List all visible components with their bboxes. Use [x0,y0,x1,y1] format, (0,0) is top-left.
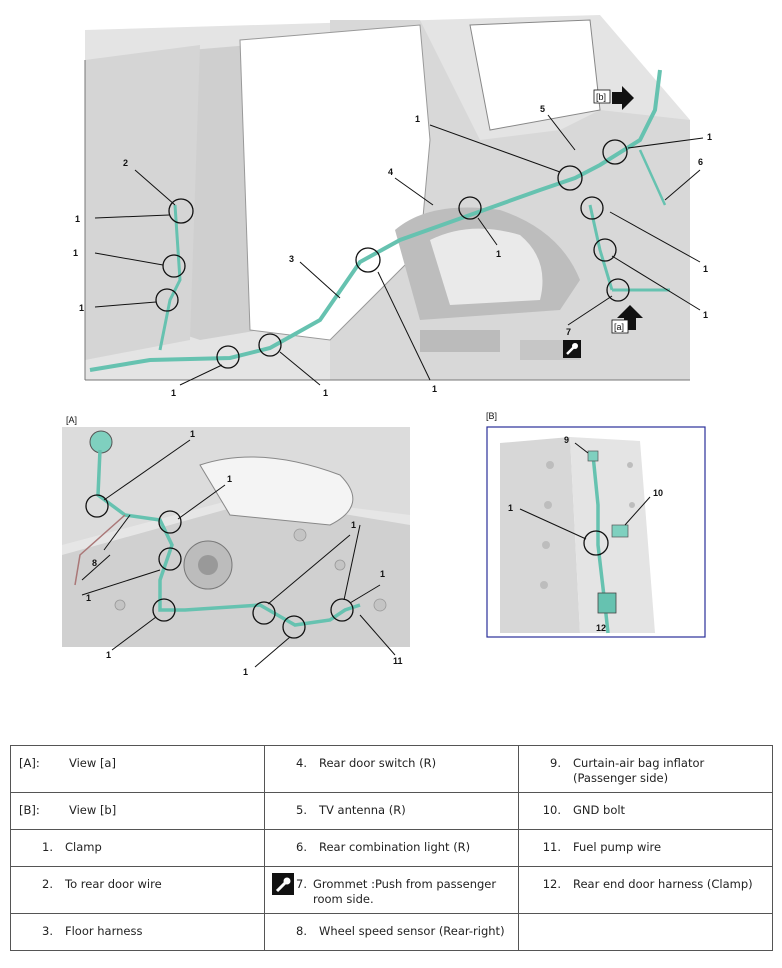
callout-7: 7 [566,327,572,337]
legend-key: 11. [542,840,561,854]
legend-text: Rear combination light (R) [319,840,471,854]
legend-text: Fuel pump wire [573,840,662,854]
legend-text: Grommet :Push from passenger room side. [313,877,497,906]
view-a-label: [a] [614,322,625,332]
legend-key: 9. [550,756,561,770]
callout-1-f: 1 [432,384,438,394]
detail-view-b [480,405,740,645]
detail-a-callout-1-b: 1 [227,474,233,484]
legend-key: 2. [42,877,53,891]
detail-a-callout-1-e: 1 [351,520,357,530]
detail-b-callout-9: 9 [564,435,570,445]
legend-row [11,914,773,951]
legend-key: 4. [296,756,307,770]
grommet-push-icon [563,340,581,358]
view-b-label: [b] [596,92,607,102]
legend-text: Clamp [65,840,102,854]
legend-key: [B]: [19,803,40,817]
main-illustration [0,0,782,400]
callout-1-d: 1 [171,388,177,398]
detail-b-callout-12: 12 [596,623,607,633]
callout-2: 2 [123,158,129,168]
callout-1-h: 1 [415,114,421,124]
detail-a-callout-11: 11 [393,656,403,666]
legend-key: 8. [296,924,307,938]
legend-key: 5. [296,803,307,817]
detail-b-callout-10: 10 [653,488,664,498]
detail-view-a [0,405,430,685]
legend-table [10,745,773,951]
callout-1-e: 1 [323,388,329,398]
legend-row [11,867,773,914]
legend-row [11,830,773,867]
detail-a-callout-1-f: 1 [380,569,386,579]
callout-1-c: 1 [79,303,85,313]
legend-text: Floor harness [65,924,143,938]
grommet-push-icon [272,873,294,895]
legend-text: TV antenna (R) [319,803,406,817]
callout-1-b: 1 [73,248,79,258]
legend-text: To rear door wire [65,877,162,891]
legend-text: GND bolt [573,803,626,817]
legend-key: 10. [542,803,561,817]
callout-5: 5 [540,104,546,114]
callout-3: 3 [289,254,295,264]
legend-text: Rear end door harness (Clamp) [573,877,753,891]
callout-4: 4 [388,167,394,177]
legend-text: Rear door switch (R) [319,756,437,770]
detail-a-callout-1-c: 1 [86,593,92,603]
detail-b-title: [B] [486,411,498,421]
callout-1-i: 1 [707,132,713,142]
detail-b-callout-1: 1 [508,503,514,513]
callout-1-a: 1 [75,214,81,224]
callout-1-j: 1 [703,264,709,274]
detail-a-callout-1-a: 1 [190,429,196,439]
legend-key: 6. [296,840,307,854]
detail-a-callout-1-d: 1 [106,650,112,660]
legend-text: Curtain-air bag inflator (Passenger side) [573,756,705,785]
legend-key: 7. [296,877,307,891]
callout-1-k: 1 [703,310,709,320]
detail-a-callout-1-g: 1 [243,667,249,677]
legend-text: View [a] [69,756,116,770]
callout-1-g: 1 [496,249,502,259]
legend-key: 12. [542,877,561,891]
callout-6: 6 [698,157,704,167]
legend-row [11,793,773,830]
legend-key: 3. [42,924,53,938]
legend-key: [A]: [19,756,40,770]
legend-row [11,746,773,793]
legend-key: 1. [42,840,53,854]
legend-text: View [b] [69,803,117,817]
detail-a-callout-8: 8 [92,558,98,568]
legend-text: Wheel speed sensor (Rear-right) [319,924,505,938]
detail-a-title: [A] [66,415,78,425]
